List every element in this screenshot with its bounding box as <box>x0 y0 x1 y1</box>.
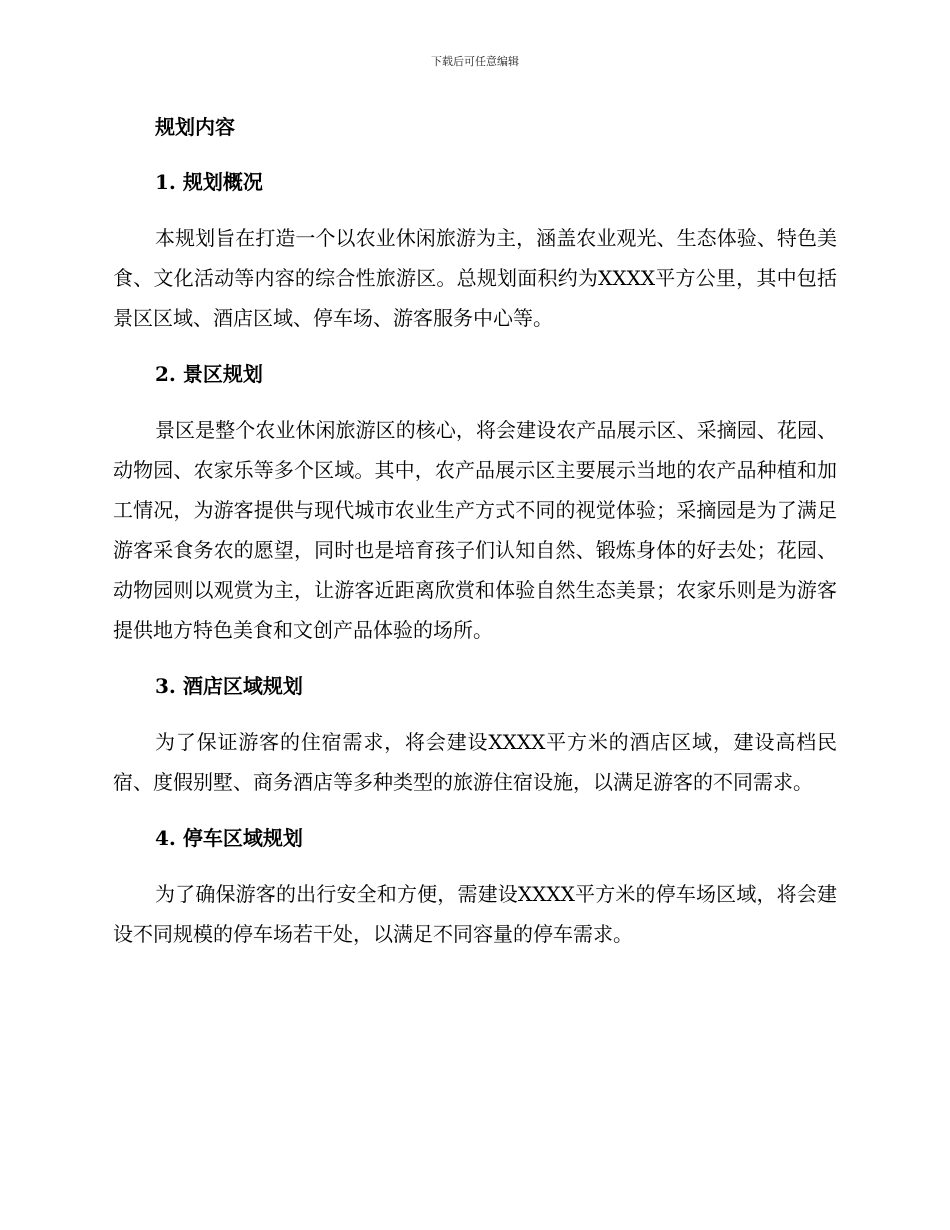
section-heading-scenic-area: 2. 景区规划 <box>155 362 263 386</box>
section-paragraph-hotel-area: 为了保证游客的住宿需求，将会建设XXXX平方米的酒店区域，建设高档民宿、度假别墅、商务酒店等多种类型的旅游住宿设施，以满足游客的不同需求。 <box>113 730 837 794</box>
section-heading-overview: 1. 规划概况 <box>155 170 263 194</box>
page-header: 下载后可任意编辑 <box>431 55 519 68</box>
section-paragraph-overview: 本规划旨在打造一个以农业休闲旅游为主，涵盖农业观光、生态体验、特色美食、文化活动等内容的综合性旅游区。总规划面积约为XXXX平方公里，其中包括景区区域、酒店区域、停车场、游客服务中心等。 <box>113 226 837 330</box>
document-body <box>113 108 837 971</box>
document-title: 规划内容 <box>155 115 235 139</box>
section-paragraph-scenic-area: 景区是整个农业休闲旅游区的核心，将会建设农产品展示区、采摘园、花园、动物园、农家乐等多个区域。其中，农产品展示区主要展示当地的农产品种植和加工情况，为游客提供与现代城市农业生产方式不同的视觉体验；采摘园是为了满足游客采食务农的愿望，同时也是培育孩子们认知自然、锻炼身体的好去处；花园、动物园则以观赏为主，让游客近距离欣赏和体验自然生态美景；农家乐则是为游客提供地方特色美食和文创产品体验的场所。 <box>113 418 837 642</box>
section-paragraph-parking-area: 为了确保游客的出行安全和方便，需建设XXXX平方米的停车场区域，将会建设不同规模的停车场若干处，以满足不同容量的停车需求。 <box>113 882 837 946</box>
section-heading-hotel-area: 3. 酒店区域规划 <box>155 674 303 698</box>
section-heading-parking-area: 4. 停车区域规划 <box>155 826 303 850</box>
